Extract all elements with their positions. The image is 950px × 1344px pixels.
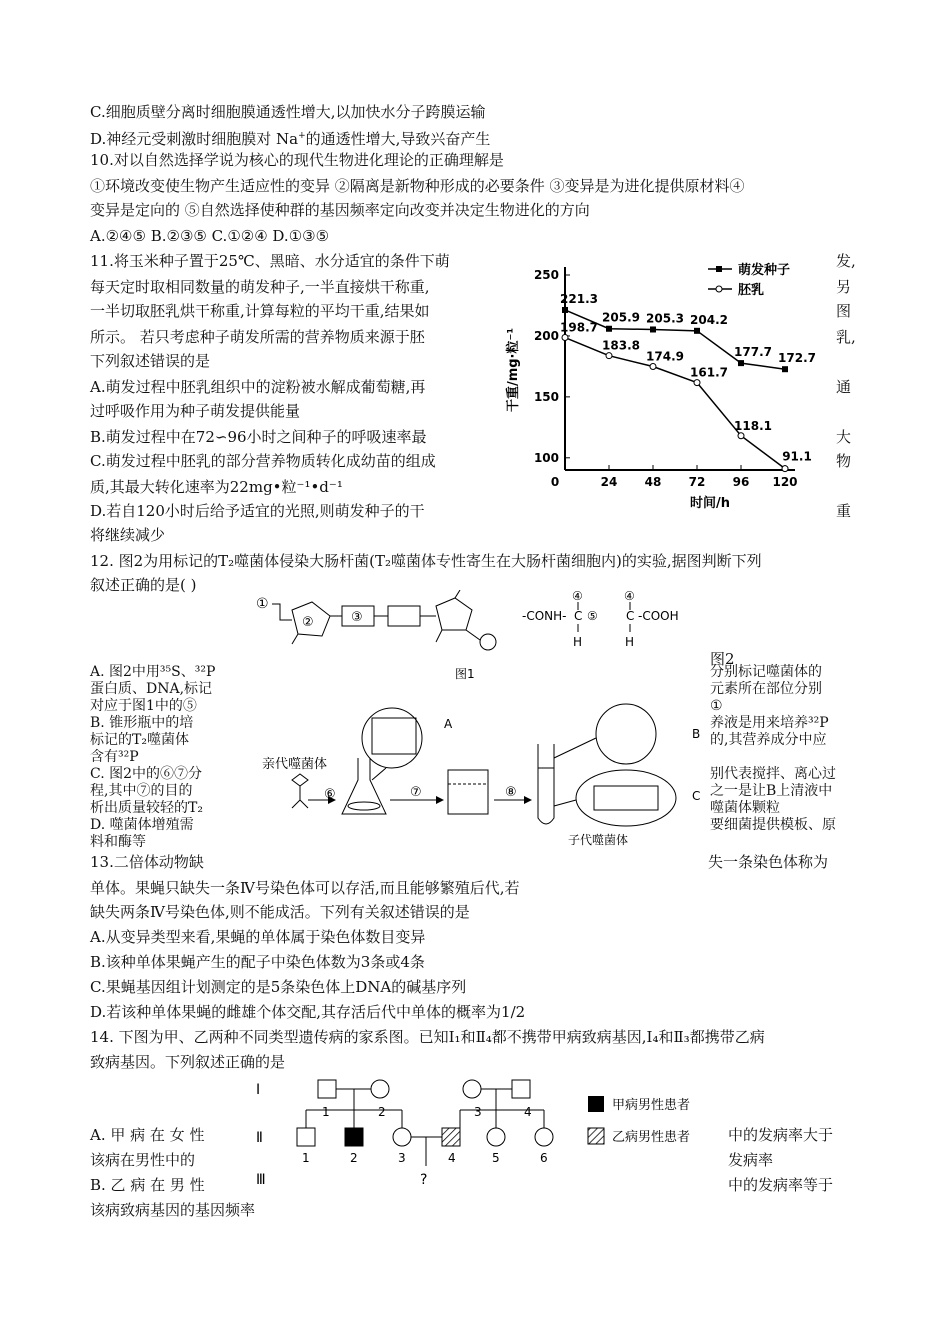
y-tick-label: 250 <box>533 268 559 282</box>
gen2-num: 3 <box>398 1151 406 1165</box>
label-4b: ④ <box>624 590 635 603</box>
aa-h2: H <box>625 635 635 649</box>
q14-option-b1-right: 中的发病率等于 <box>728 1176 834 1194</box>
figure1-nucleotide-chain <box>250 590 710 685</box>
endosperm-data-label: 183.8 <box>602 338 640 353</box>
q10-stem: 10.对以自然选择学说为核心的现代生物进化理论的正确理解是 <box>90 151 504 169</box>
label-1: ① <box>256 596 269 612</box>
q9-option-d: D.神经元受刺激时细胞膜对 Na+的通透性增大,导致兴奋产生 <box>90 130 491 148</box>
parent-phage-label: 亲代噬菌体 <box>262 757 328 772</box>
endosperm-data-label: 198.7 <box>560 320 598 335</box>
q11-option-b: B.萌发过程中在72∽96小时之间种子的呼吸速率最 <box>90 428 427 446</box>
seed-point <box>606 326 612 332</box>
endosperm-data-label: 174.9 <box>646 349 684 364</box>
q11-line5: 下列叙述错误的是 <box>90 352 211 370</box>
endosperm-point <box>650 364 656 370</box>
q13-option-b: B.该种单体果蝇产生的配子中染色体数为3条或4条 <box>90 953 425 971</box>
seed-point <box>562 307 568 313</box>
label-5: ⑤ <box>587 609 598 623</box>
q11-line4: 所示。 若只考虑种子萌发所需的营养物质来源于胚 <box>90 328 425 346</box>
q11-right-fragment: 乳, <box>836 328 856 346</box>
label-4: ④ <box>572 590 583 603</box>
seed-point <box>738 360 744 366</box>
phage-icon <box>292 774 308 808</box>
legend-disease-b: 乙病男性患者 <box>612 1130 691 1145</box>
q11-right-fragment: 另 <box>836 278 852 296</box>
q11-option-a2: 过呼吸作用为种子萌发提供能量 <box>90 402 301 420</box>
y-tick-label: 100 <box>533 450 559 465</box>
figure1-caption: 图1 <box>455 667 475 681</box>
q12-right-fragments: 分别标记噬菌体的 元素所在部位分别 ① 养液是用来培养³²P 的,其营养成分中应 别代表搅拌、离心过 之一是让B上清液中 噬菌体颗粒 要细菌提供模板、原 <box>710 664 836 833</box>
endosperm-data-label: 91.1 <box>782 449 812 464</box>
gen2-num: 4 <box>448 1151 456 1165</box>
q11-line3: 一半切取胚乳烘干称重,计算每粒的平均干重,结果如 <box>90 302 430 320</box>
seed-point <box>650 326 656 332</box>
endosperm-point <box>782 466 788 472</box>
gen2-num: 1 <box>302 1151 310 1165</box>
endosperm-point <box>694 380 700 386</box>
y-tick-label: 150 <box>533 389 559 404</box>
child-phage-label: 子代噬菌体 <box>568 833 629 847</box>
x-tick-label: 48 <box>644 475 662 489</box>
q10-line2: 变异是定向的 ⑤自然选择使种群的基因频率定向改变并决定生物进化的方向 <box>90 201 590 219</box>
label-2: ② <box>302 615 314 630</box>
aa-h1: H <box>573 635 583 649</box>
x-tick-label: 24 <box>600 475 618 489</box>
q14-option-b2: 该病致病基因的基因频率 <box>90 1201 256 1219</box>
q11-right-fragment: 通 <box>836 378 852 396</box>
unknown-child: ? <box>420 1172 428 1188</box>
q14-option-a2: 该病在男性中的 <box>90 1151 196 1169</box>
q10-options: A.②④⑤ B.②③⑤ C.①②④ D.①③⑤ <box>90 227 330 245</box>
x-tick-label: 72 <box>688 475 706 489</box>
figure2-phage-experiment <box>262 688 710 858</box>
q11-right-fragment: 发, <box>836 252 856 270</box>
endosperm-point <box>562 335 568 341</box>
q14-option-a1-right: 中的发病率大于 <box>728 1126 834 1144</box>
q13-option-a: A.从变异类型来看,果蝇的单体属于染色体数目变异 <box>90 928 426 946</box>
gen2-num: 2 <box>350 1151 358 1165</box>
aa-right: -COOH <box>638 609 679 623</box>
legend-endosperm: 胚乳 <box>738 283 765 298</box>
q11-option-c1: C.萌发过程中胚乳的部分营养物质转化成幼苗的组成 <box>90 452 436 470</box>
aa-c2: C <box>626 609 635 623</box>
seed-data-label: 177.7 <box>734 345 772 360</box>
legend-seed: 萌发种子 <box>738 263 791 278</box>
endosperm-data-label: 118.1 <box>734 418 772 433</box>
q13-line3: 缺失两条Ⅳ号染色体,则不能成活。下列有关叙述错误的是 <box>90 903 470 921</box>
q12-left-fragments: A. 图2中用³⁵S、³²P 蛋白质、DNA,标记 对应于图1中的⑤ B. 锥形瓶中的培 标记的T₂噬菌体 含有³²P C. 图2中的⑥⑦分 程,其中⑦的目的 析出质量较轻的T₂ D. 噬菌体增殖需 料和酶等 <box>90 664 216 850</box>
x-tick-label: 96 <box>732 475 750 489</box>
q12-stem2: 叙述正确的是( ) <box>90 576 197 594</box>
q11-right-fragment: 重 <box>836 502 852 520</box>
q14-option-b1: B. 乙 病 在 男 性 <box>90 1176 205 1194</box>
label-c: C <box>692 789 701 803</box>
y-tick-label: 200 <box>533 328 559 343</box>
x-tick-label: 120 <box>772 475 798 489</box>
q11-option-d2: 将继续减少 <box>90 526 166 544</box>
label-8: ⑧ <box>505 785 517 800</box>
q11-line1: 11.将玉米种子置于25℃、黑暗、水分适宜的条件下萌 <box>90 252 450 270</box>
label-a: A <box>444 717 453 731</box>
x-tick-label: 0 <box>550 475 560 489</box>
q11-option-a1: A.萌发过程中胚乳组织中的淀粉被水解成葡萄糖,再 <box>90 378 426 396</box>
q14-option-a2-right: 发病率 <box>728 1151 774 1169</box>
q13-line2: 单体。果蝇只缺失一条Ⅳ号染色体可以存活,而且能够繁殖后代,若 <box>90 879 520 897</box>
chart-legend <box>708 262 790 298</box>
q11-option-d1: D.若自120小时后给予适宜的光照,则萌发种子的干 <box>90 502 425 520</box>
q13-option-d: D.若该种单体果蝇的雌雄个体交配,其存活后代中单体的概率为1/2 <box>90 1003 526 1021</box>
q14-option-a1: A. 甲 病 在 女 性 <box>90 1126 205 1144</box>
q11-line2: 每天定时取相同数量的萌发种子,一半直接烘干称重, <box>90 278 430 296</box>
legend-disease-a: 甲病男性患者 <box>612 1098 691 1113</box>
aa-left: -CONH- <box>522 609 567 623</box>
x-axis-label: 时间/h <box>689 496 731 511</box>
q13-line1: 13.二倍体动物缺 <box>90 853 204 871</box>
figure2-caption: 图2 <box>710 650 735 668</box>
generation-3: Ⅲ <box>256 1172 266 1188</box>
q11-option-c2: 质,其最大转化速率为22mg•粒⁻¹•d⁻¹ <box>90 478 343 496</box>
seed-data-label: 205.9 <box>602 310 640 325</box>
gen1-num: 4 <box>524 1105 532 1119</box>
seed-data-label: 205.3 <box>646 311 684 326</box>
generation-1: Ⅰ <box>256 1082 261 1098</box>
dry-weight-line-chart <box>500 255 830 515</box>
q14-stem2: 致病基因。下列叙述正确的是 <box>90 1053 286 1071</box>
seed-data-label: 204.2 <box>690 312 728 327</box>
generation-2: Ⅱ <box>256 1130 263 1146</box>
label-6: ⑥ <box>324 787 336 802</box>
endosperm-data-label: 161.7 <box>690 365 728 380</box>
q13-line1-right: 失一条染色体称为 <box>708 853 829 871</box>
y-axis-label: 干重/mg·粒⁻¹ <box>506 327 521 413</box>
q11-right-fragment: 物 <box>836 452 852 470</box>
endosperm-point <box>606 353 612 359</box>
q9-option-c: C.细胞质壁分离时细胞膜通透性增大,以加快水分子跨膜运输 <box>90 103 486 121</box>
q11-right-fragment: 图 <box>836 302 852 320</box>
gen2-num: 6 <box>540 1151 548 1165</box>
seed-point <box>694 328 700 334</box>
label-7: ⑦ <box>410 785 422 800</box>
q11-right-fragment: 大 <box>836 428 852 446</box>
gen1-num: 1 <box>322 1105 330 1119</box>
q13-option-c: C.果蝇基因组计划测定的是5条染色体上DNA的碱基序列 <box>90 978 467 996</box>
gen1-num: 2 <box>378 1105 386 1119</box>
seed-data-label: 221.3 <box>560 291 598 306</box>
gen1-num: 3 <box>474 1105 482 1119</box>
pedigree-chart <box>250 1072 720 1192</box>
gen2-num: 5 <box>492 1151 500 1165</box>
seed-data-label: 172.7 <box>778 351 816 366</box>
label-3: ③ <box>351 610 363 625</box>
label-b: B <box>692 727 701 741</box>
endosperm-point <box>738 433 744 439</box>
aa-c1: C <box>574 609 583 623</box>
q14-stem1: 14. 下图为甲、乙两种不同类型遗传病的家系图。已知Ⅰ₁和Ⅱ₄都不携带甲病致病基因,Ⅰ₄和Ⅱ₃都携带乙病 <box>90 1028 765 1046</box>
seed-point <box>782 366 788 372</box>
q10-line1: ①环境改变使生物产生适应性的变异 ②隔离是新物种形成的必要条件 ③变异是为进化提供原材料④ <box>90 177 745 195</box>
q12-stem1: 12. 图2为用标记的T₂噬菌体侵染大肠杆菌(T₂噬菌体专性寄生在大肠杆菌细胞内)的实验,据图判断下列 <box>90 552 762 570</box>
